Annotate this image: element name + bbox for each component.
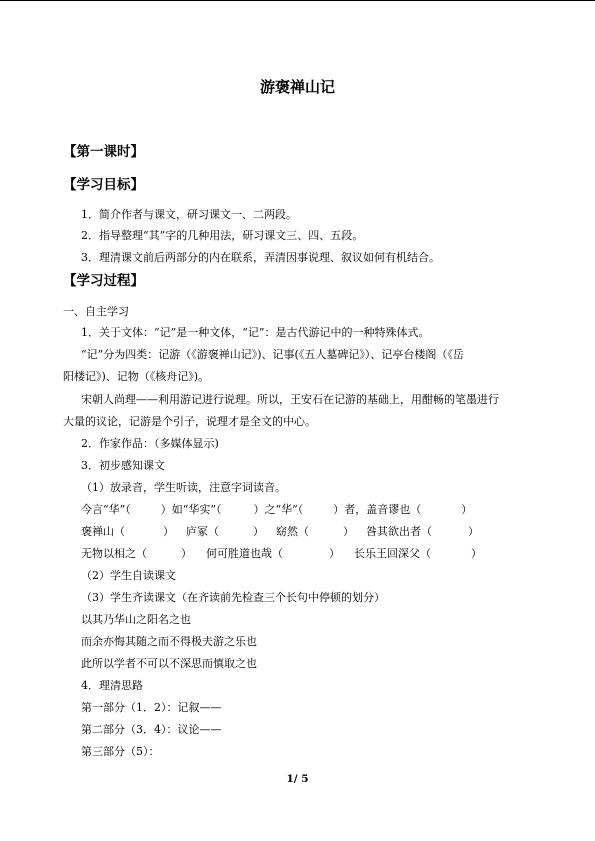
- paragraph-line: （3）学生齐读课文（在齐读前先检查三个长句中停顿的划分）: [81, 591, 385, 604]
- sentence-line: 而余亦悔其随之而不得极夫游之乐也: [81, 635, 257, 648]
- blank-prompt: ）之“华”（: [253, 503, 304, 516]
- goal-item: 2．指导整理“其”字的几种用法，研习课文三、四、五段。: [81, 229, 364, 242]
- paragraph-line: “记”分为四类：记游（《游褒禅山记》)、记事(《五人墓碑记》）、记亭台楼阁（《岳: [81, 348, 464, 361]
- blank-prompt: ）: [329, 547, 340, 560]
- outline-line: 第三部分（5）：: [81, 745, 160, 758]
- heading-lesson: 【第一课时】: [63, 144, 144, 160]
- blank-prompt: 咎其欲出者（: [366, 525, 432, 538]
- paragraph-line: 3．初步感知课文: [81, 459, 165, 472]
- paragraph-line: 1．关于文体：“记”是一种文体，“记”：是古代游记中的一种特殊体式。: [81, 326, 430, 339]
- blank-prompt: ）: [163, 525, 174, 538]
- page-number: 1/ 5: [286, 773, 309, 785]
- blank-prompt: ）: [461, 503, 473, 516]
- sentence-line: 此所以学者不可以不深思而慎取之也: [81, 657, 257, 670]
- paragraph-line: 4．理清思路: [81, 679, 143, 692]
- blank-prompt: 无物以相之（: [81, 547, 147, 560]
- blank-prompt: 庐冢（: [186, 525, 219, 538]
- heading-process: 【学习过程】: [63, 273, 144, 289]
- paragraph-line: （2）学生自读课文: [81, 569, 176, 582]
- blank-row: [81, 547, 482, 561]
- blank-prompt: 长乐王回深父（: [354, 547, 431, 560]
- blank-prompt: ）者，盖音谬也（: [333, 503, 422, 516]
- paragraph-line: （1）放录音，学生听读，注意字词读音。: [81, 481, 286, 494]
- goal-item: 1．简介作者与课文，研习课文一、二两段。: [81, 208, 297, 221]
- blank-prompt: 今言“华”（: [81, 503, 131, 516]
- blank-prompt: ）: [343, 525, 354, 538]
- blank-prompt: ）: [253, 525, 264, 538]
- blank-row: [81, 503, 472, 517]
- blank-prompt: ）如“华实”（: [160, 503, 222, 516]
- blank-row: [81, 525, 479, 539]
- outline-line: 第二部分（3．4）：议论——: [81, 723, 222, 736]
- paragraph-line: 阳楼记》)、记物（《核舟记》)。: [63, 370, 210, 383]
- section-heading: 一、自主学习: [63, 305, 129, 318]
- blank-prompt: 窈然（: [276, 525, 309, 538]
- blank-prompt: ）: [471, 547, 482, 560]
- blank-prompt: 何可胜道也哉（: [206, 547, 283, 560]
- paragraph-line: 大量的议论，记游是个引子，说理才是全文的中心。: [63, 415, 316, 428]
- blank-prompt: ）: [181, 547, 192, 560]
- heading-goals: 【学习目标】: [63, 177, 144, 193]
- goal-item: 3．理清课文前后两部分的内在联系，弄清因事说理、叙议如何有机结合。: [81, 251, 440, 264]
- blank-prompt: ）: [468, 525, 479, 538]
- sentence-line: 以其乃华山之阳名之也: [81, 613, 191, 626]
- outline-line: 第一部分（1．2）：记叙——: [81, 701, 222, 714]
- blank-prompt: 褒禅山（: [81, 525, 125, 538]
- document-title: 游褒禅山记: [259, 78, 335, 96]
- paragraph-line: 2．作家作品：（多媒体显示): [81, 437, 219, 450]
- paragraph-line: 宋朝人尚理——利用游记进行说理。所以，王安石在记游的基础上，用酣畅的笔墨进行: [81, 393, 499, 406]
